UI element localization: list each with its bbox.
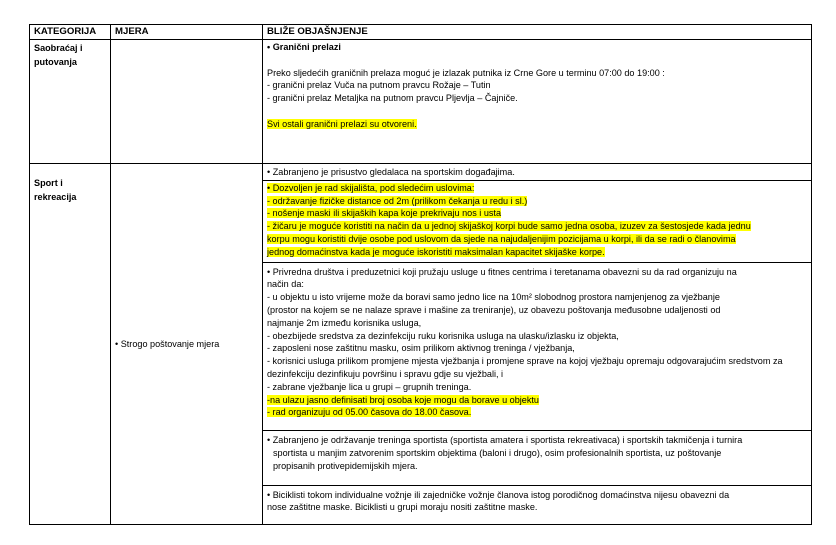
category-sport xyxy=(30,164,111,525)
cycling-line: • Biciklisti tokom individualne vožnje ili zajedničke vožnje članova istog porodičnog domaćinstva nijesu obavezni da xyxy=(267,489,730,500)
measures-table xyxy=(29,24,812,525)
category-label: rekreacija xyxy=(34,192,77,202)
header-category: KATEGORIJA xyxy=(30,25,111,40)
ski-line: korpu mogu koristiti dvije osobe pod uslovom da sjede na najudaljenijim pozicijama u korpi, ili da se radi o članovima xyxy=(267,233,736,244)
table-row xyxy=(30,164,812,181)
explanation-training xyxy=(263,431,812,485)
fitness-line: način da: xyxy=(267,279,304,290)
fitness-line: najmanje 2m između korisnika usluga, xyxy=(267,317,422,328)
ski-line: • Dozvoljen je rad skijališta, pod sledećim uslovima: xyxy=(267,182,475,193)
explanation-travel xyxy=(263,40,812,164)
training-line: sportista u manjim zatvorenim sportskim objektima (baloni i drugo), osim profesionalnih sportista, uz poštovanje xyxy=(273,447,722,458)
explanation-ski xyxy=(263,180,812,262)
fitness-line: - u objektu u isto vrijeme može da boravi samo jedno lice na 10m² slobodnog prostora namjenjenog za vježbanje xyxy=(267,292,720,303)
fitness-line: - zabrane vježbanje lica u grupi – grupnih treninga. xyxy=(267,381,472,392)
border-crossings-title: • Granični prelazi xyxy=(267,42,341,52)
category-label: putovanja xyxy=(34,57,77,67)
table-row xyxy=(30,40,812,164)
header-explanation: BLIŽE OBJAŠNJENJE xyxy=(263,25,812,40)
fitness-line: • Privredna društva i preduzetnici koji pružaju usluge u fitnes centrima i teretanama obavezni su da rad organizuju na xyxy=(267,266,737,277)
border-item: - granični prelaz Vuča na putnom pravcu Rožaje – Tutin xyxy=(267,80,491,91)
document-page xyxy=(29,24,811,525)
header-measure: MJERA xyxy=(111,25,263,40)
fitness-highlight: - rad organizuju od 05.00 časova do 18.00 časova. xyxy=(267,407,472,418)
fitness-line: - korisnici usluga prilikom promjene mjesta vježbanja i promjene sprave na kojoj vježbaju opremaju odgovarajućim sredstvom za xyxy=(267,356,783,367)
training-line: propisanih protivepidemijskih mjera. xyxy=(273,460,418,471)
explanation-cycling xyxy=(263,485,812,525)
ski-line: - nošenje maski ili skijaških kapa koje prekrivaju nos i usta xyxy=(267,208,502,219)
measure-travel xyxy=(111,40,263,164)
table-header-row xyxy=(30,25,812,40)
category-label: Sport i xyxy=(34,178,63,188)
cycling-line: nose zaštitne maske. Biciklisti u grupi moraju nositi zaštitne maske. xyxy=(267,502,538,513)
measure-label: • Strogo poštovanje mjera xyxy=(115,338,220,349)
fitness-line: - obezbijede sredstva za dezinfekciju ruku korisnika usluga na ulasku/izlasku iz objekta, xyxy=(267,330,619,341)
border-intro: Preko sljedećih graničnih prelaza moguć je izlazak putnika iz Crne Gore u terminu 07:00 do 19:00 : xyxy=(267,67,665,78)
measure-sport xyxy=(111,164,263,525)
explanation-fitness xyxy=(263,262,812,431)
fitness-highlight: -na ulazu jasno definisati broj osoba koje mogu da borave u objektu xyxy=(267,394,539,405)
fitness-line: (prostor na kojem se ne nalaze sprave i mašine za treniranje), uz obavezu poštovanja međusobne udaljenosti od xyxy=(267,304,721,315)
fitness-line: dezinfekciju dezinfikuju površinu i spravu gdje su vježbali, i xyxy=(267,368,504,379)
ski-line: jednog domaćinstva kada je moguće iskoristiti maksimalan kapacitet skijaške korpe. xyxy=(267,246,605,257)
border-note: Svi ostali granični prelazi su otvoreni. xyxy=(267,118,417,129)
fitness-line: - zaposleni nose zaštitnu masku, osim prilikom aktivnog treninga / vježbanja, xyxy=(267,343,575,354)
spectators-text: • Zabranjeno je prisustvo gledalaca na sportskim događajima. xyxy=(267,167,515,177)
category-label: Saobraćaj i xyxy=(34,43,83,53)
ski-line: - žičaru je moguće koristiti na način da u jednoj skijaškoj korpi bude samo jedna osoba, izuzev za šestosjede kada jednu xyxy=(267,221,751,232)
explanation-spectators xyxy=(263,164,812,181)
category-travel xyxy=(30,40,111,164)
border-item: - granični prelaz Metaljka na putnom pravcu Pljevlja – Čajniče. xyxy=(267,93,518,104)
ski-line: - održavanje fizičke distance od 2m (prilikom čekanja u redu i sl.) xyxy=(267,195,528,206)
training-line: • Zabranjeno je održavanje treninga sportista (sportista amatera i sportista rekreativaca) i sportskih takmičenja i turnira xyxy=(267,435,743,446)
